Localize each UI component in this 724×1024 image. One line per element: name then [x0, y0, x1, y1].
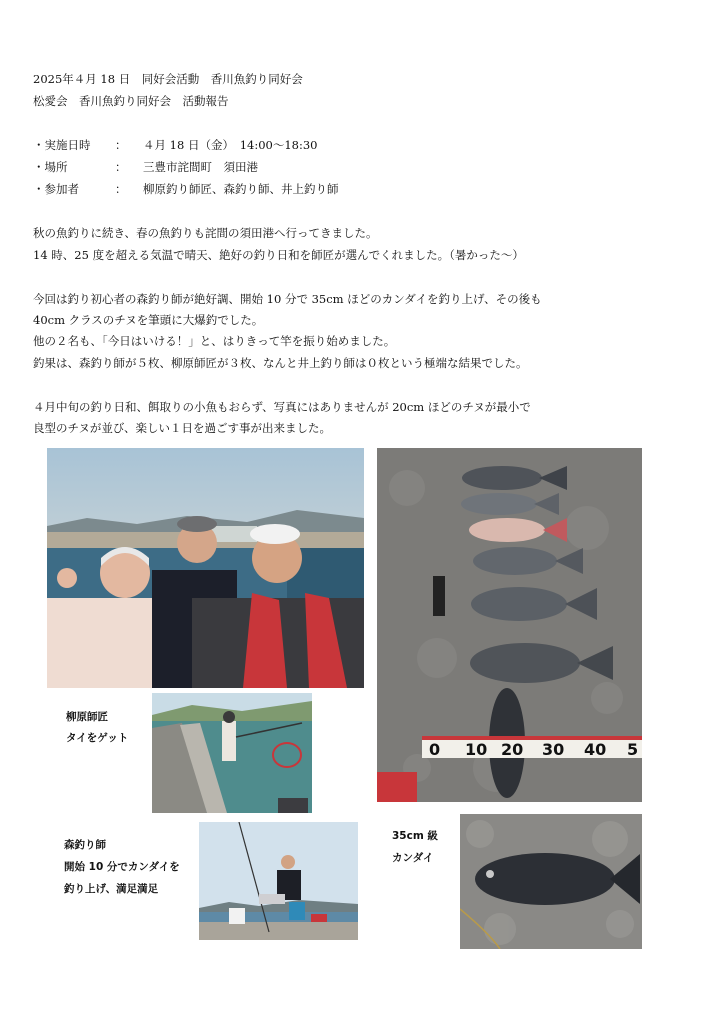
report-title: 2025年４月 18 日 同好会活動 香川魚釣り同好会	[33, 72, 303, 86]
paragraph-line: 40cm クラスのチヌを筆頭に大爆釣でした。	[33, 313, 264, 327]
paragraph-line: 釣果は、森釣り師が５枚、柳原師匠が３枚、なんと井上釣り師は０枚という極端な結果でした。	[33, 356, 528, 370]
detail-label: ・参加者	[33, 182, 79, 196]
ruler-mark: 20	[501, 740, 524, 759]
catch-lineup-photo	[377, 448, 642, 802]
caption-yanagihara-line: タイをゲット	[66, 732, 129, 744]
detail-place	[33, 160, 258, 174]
detail-value: ４月 18 日（金） 14:00～18:30	[143, 138, 318, 152]
detail-label: ・場所	[33, 160, 68, 174]
caption-kandai-line: 35cm 級	[392, 830, 438, 842]
detail-value: 柳原釣り師匠、森釣り師、井上釣り師	[143, 182, 339, 196]
catch-lineup-svg	[377, 448, 642, 802]
caption-yanagihara-line: 柳原師匠	[66, 711, 108, 723]
ruler-mark: 5	[627, 740, 639, 759]
paragraph-line: 秋の魚釣りに続き、春の魚釣りも詫間の須田港へ行ってきました。	[33, 226, 378, 240]
paragraph-line: 14 時、25 度を超える気温で晴天、絶好の釣り日和を師匠が選んでくれました。（暑かった～）	[33, 248, 524, 262]
ruler-mark: 0	[429, 740, 441, 759]
detail-value: 三豊市詫間町 須田港	[143, 160, 258, 174]
paragraph-line: 良型のチヌが並び、楽しい１日を過ごす事が出来ました。	[33, 421, 331, 435]
detail-sep: ：	[115, 182, 127, 196]
detail-sep: ：	[115, 160, 127, 174]
report-subtitle: 松愛会 香川魚釣り同好会 活動報告	[33, 94, 229, 108]
paragraph-line: 他の２名も、「今日はいける！」と、はりきって竿を振り始めました。	[33, 334, 396, 348]
group-selfie-photo	[47, 448, 364, 688]
detail-sep: ：	[115, 138, 127, 152]
caption-mori-line: 森釣り師	[64, 839, 106, 851]
caption-mori-line: 開始 10 分でカンダイを	[64, 861, 180, 873]
kandai-fish-photo	[460, 814, 642, 949]
caption-mori-line: 釣り上げ、満足満足	[64, 883, 159, 895]
ruler-mark: 40	[584, 740, 607, 759]
mori-fishing-photo	[199, 822, 358, 940]
paragraph-line: 今回は釣り初心者の森釣り師が絶好調、開始 10 分で 35cm ほどのカンダイを釣り上げ、その後も	[33, 292, 542, 306]
caption-kandai-line: カンダイ	[392, 852, 434, 864]
ruler-mark: 30	[542, 740, 565, 759]
ruler-mark: 10	[465, 740, 488, 759]
paragraph-line: ４月中旬の釣り日和、餌取りの小魚もおらず、写真にはありませんが 20cm ほどのチヌが最小で	[33, 400, 531, 414]
detail-participants	[33, 182, 339, 196]
yanagihara-landing-photo	[152, 693, 312, 813]
detail-date	[33, 138, 317, 152]
detail-label: ・実施日時	[33, 138, 91, 152]
